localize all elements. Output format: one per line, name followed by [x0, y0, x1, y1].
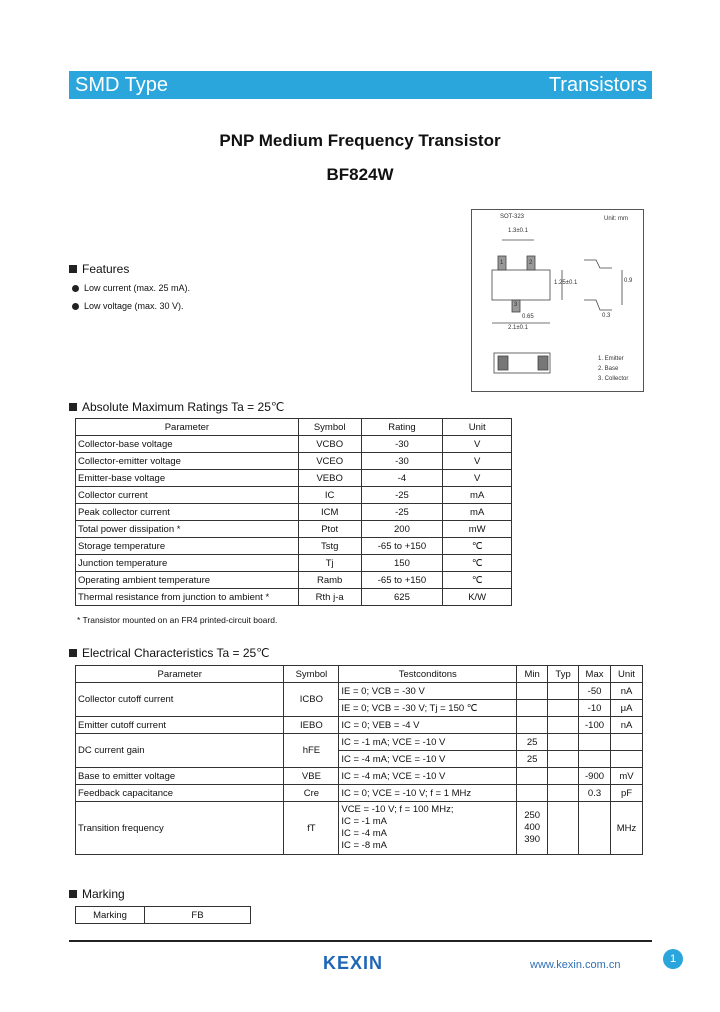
unit-cell: mA	[443, 504, 512, 521]
bullet-icon	[72, 285, 79, 292]
unit-cell: pF	[611, 785, 643, 802]
table-row	[76, 538, 512, 555]
package-outline-svg	[472, 210, 643, 391]
max-cell: -100	[579, 717, 611, 734]
min-cell	[517, 802, 548, 855]
abs-max-heading: Absolute Maximum Ratings Ta = 25℃	[69, 400, 284, 414]
package-unit: Unit: mm	[604, 216, 628, 222]
unit-cell: nA	[611, 717, 643, 734]
table-header-row	[76, 419, 512, 436]
header-type: Transistors	[548, 74, 647, 96]
table-row	[76, 487, 512, 504]
header-cell: Rating	[361, 419, 443, 436]
abs-max-body	[76, 436, 512, 606]
param-cell: Total power dissipation *	[76, 521, 299, 538]
table-row	[76, 555, 512, 572]
min-line: 390	[524, 834, 541, 845]
package-drawing	[471, 209, 644, 392]
features-heading: Features	[69, 262, 129, 276]
min-line: 400	[524, 822, 541, 833]
pin-number: 1	[500, 260, 504, 266]
rating-cell: -30	[361, 436, 443, 453]
header-banner	[69, 71, 652, 99]
kexin-logo: KEXIN	[323, 953, 384, 973]
typ-cell	[548, 700, 579, 717]
min-cell: 25	[517, 734, 548, 751]
condition-cell: IC = -4 mA; VCE = -10 V	[339, 751, 517, 768]
rating-cell: 625	[361, 589, 443, 606]
header-category: SMD Type	[75, 74, 168, 96]
min-cell	[517, 683, 548, 700]
param-cell: Transition frequency	[76, 802, 284, 855]
symbol-cell: fT	[284, 802, 339, 855]
dim-label: 1.3±0.1	[508, 228, 528, 234]
unit-cell: MHz	[611, 802, 643, 855]
param-cell: Collector cutoff current	[76, 683, 284, 717]
param-cell: Junction temperature	[76, 555, 299, 572]
bullet-icon	[72, 303, 79, 310]
min-cell	[517, 785, 548, 802]
square-bullet-icon	[69, 649, 77, 657]
table-row	[76, 802, 643, 855]
dim-label: 1.25±0.1	[554, 280, 578, 286]
symbol-cell: IEBO	[284, 717, 339, 734]
marking-value: FB	[145, 907, 251, 924]
unit-cell: ℃	[443, 538, 512, 555]
rating-cell: -65 to +150	[361, 538, 443, 555]
table-row	[76, 785, 643, 802]
param-cell: Collector current	[76, 487, 299, 504]
table-row	[76, 768, 643, 785]
rating-cell: 200	[361, 521, 443, 538]
footer-rule	[69, 940, 652, 942]
min-cell: 25	[517, 751, 548, 768]
param-cell: Thermal resistance from junction to ambient *	[76, 589, 299, 606]
symbol-cell: Cre	[284, 785, 339, 802]
table-row	[76, 734, 643, 751]
table-header-row	[76, 666, 643, 683]
footer-url[interactable]: www.kexin.com.cn	[530, 959, 621, 971]
condition-cell	[339, 802, 517, 855]
feature-item: Low voltage (max. 30 V).	[72, 301, 184, 311]
table-row	[76, 453, 512, 470]
dim-label: 0.65	[522, 314, 534, 320]
max-cell: -50	[579, 683, 611, 700]
symbol-cell: VEBO	[298, 470, 361, 487]
rating-cell: -65 to +150	[361, 572, 443, 589]
elec-heading: Electrical Characteristics Ta = 25℃	[69, 646, 270, 660]
typ-cell	[548, 751, 579, 768]
unit-cell: nA	[611, 683, 643, 700]
unit-cell: mA	[443, 487, 512, 504]
header-cell: Testconditons	[339, 666, 517, 683]
typ-cell	[548, 683, 579, 700]
unit-cell: V	[443, 453, 512, 470]
pin-legend: 2. Base	[598, 366, 619, 372]
dim-label: 2.1±0.1	[508, 325, 528, 331]
max-cell: -900	[579, 768, 611, 785]
table-row	[76, 572, 512, 589]
min-cell	[517, 717, 548, 734]
condition-cell: IC = 0; VCE = -10 V; f = 1 MHz	[339, 785, 517, 802]
symbol-cell: Tstg	[298, 538, 361, 555]
min-cell	[517, 768, 548, 785]
max-cell: -10	[579, 700, 611, 717]
table-row	[76, 504, 512, 521]
header-cell: Max	[579, 666, 611, 683]
symbol-cell: VBE	[284, 768, 339, 785]
typ-cell	[548, 768, 579, 785]
header-cell: Typ	[548, 666, 579, 683]
abs-max-table	[75, 418, 512, 606]
symbol-cell: hFE	[284, 734, 339, 768]
max-cell	[579, 802, 611, 855]
unit-cell: mW	[443, 521, 512, 538]
table-row	[76, 470, 512, 487]
pin-legend: 1. Emitter	[598, 356, 624, 362]
elec-body	[76, 683, 643, 855]
header-cell: Unit	[611, 666, 643, 683]
table-row	[76, 436, 512, 453]
rating-cell: -25	[361, 504, 443, 521]
param-cell: Collector-base voltage	[76, 436, 299, 453]
param-cell: Base to emitter voltage	[76, 768, 284, 785]
param-cell: Operating ambient temperature	[76, 572, 299, 589]
table-row	[76, 589, 512, 606]
unit-cell: μA	[611, 700, 643, 717]
package-name: SOT-323	[500, 214, 525, 220]
rating-cell: -25	[361, 487, 443, 504]
max-cell: 0.3	[579, 785, 611, 802]
condition-cell: IE = 0; VCB = -30 V; Tj = 150 ℃	[339, 700, 517, 717]
dim-label: 0.3	[602, 313, 611, 319]
condition-line: IC = -8 mA	[341, 840, 388, 851]
symbol-cell: VCBO	[298, 436, 361, 453]
marking-table	[75, 906, 251, 924]
unit-cell: V	[443, 436, 512, 453]
min-cell	[517, 700, 548, 717]
feature-item: Low current (max. 25 mA).	[72, 283, 190, 293]
rating-cell: 150	[361, 555, 443, 572]
unit-cell	[611, 751, 643, 768]
symbol-cell: Ptot	[298, 521, 361, 538]
pin-legend: 3. Collector	[598, 376, 629, 382]
param-cell: DC current gain	[76, 734, 284, 768]
param-cell: Collector-emitter voltage	[76, 453, 299, 470]
rating-cell: -4	[361, 470, 443, 487]
table-row	[76, 907, 251, 924]
rating-cell: -30	[361, 453, 443, 470]
condition-line: IC = -1 mA	[341, 816, 388, 827]
typ-cell	[548, 785, 579, 802]
condition-line: VCE = -10 V; f = 100 MHz;	[341, 804, 454, 815]
param-cell: Emitter cutoff current	[76, 717, 284, 734]
symbol-cell: ICBO	[284, 683, 339, 717]
dim-label: 0.9	[624, 278, 633, 284]
symbol-cell: Rth j-a	[298, 589, 361, 606]
unit-cell: mV	[611, 768, 643, 785]
pin-number: 2	[529, 260, 533, 266]
unit-cell	[611, 734, 643, 751]
typ-cell	[548, 802, 579, 855]
header-cell: Symbol	[284, 666, 339, 683]
unit-cell: ℃	[443, 555, 512, 572]
marking-heading: Marking	[69, 887, 125, 901]
square-bullet-icon	[69, 265, 77, 273]
part-number: BF824W	[326, 165, 394, 184]
page-number: 1	[663, 949, 683, 969]
unit-cell: K/W	[443, 589, 512, 606]
marking-label: Marking	[76, 907, 145, 924]
typ-cell	[548, 717, 579, 734]
symbol-cell: Tj	[298, 555, 361, 572]
min-line: 250	[524, 810, 541, 821]
condition-cell: IC = -1 mA; VCE = -10 V	[339, 734, 517, 751]
unit-cell: ℃	[443, 572, 512, 589]
condition-cell: IE = 0; VCB = -30 V	[339, 683, 517, 700]
elec-table	[75, 665, 643, 855]
symbol-cell: Ramb	[298, 572, 361, 589]
symbol-cell: VCEO	[298, 453, 361, 470]
symbol-cell: ICM	[298, 504, 361, 521]
condition-cell: IC = -4 mA; VCE = -10 V	[339, 768, 517, 785]
symbol-cell: IC	[298, 487, 361, 504]
table-row	[76, 717, 643, 734]
square-bullet-icon	[69, 403, 77, 411]
header-cell: Unit	[443, 419, 512, 436]
param-cell: Feedback capacitance	[76, 785, 284, 802]
param-cell: Emitter-base voltage	[76, 470, 299, 487]
header-cell: Parameter	[76, 666, 284, 683]
condition-line: IC = -4 mA	[341, 828, 388, 839]
pin-number: 3	[514, 302, 518, 308]
header-cell: Min	[517, 666, 548, 683]
unit-cell: V	[443, 470, 512, 487]
table-row	[76, 683, 643, 700]
doc-title: PNP Medium Frequency Transistor	[219, 131, 501, 150]
table-row	[76, 521, 512, 538]
typ-cell	[548, 734, 579, 751]
header-cell: Parameter	[76, 419, 299, 436]
square-bullet-icon	[69, 890, 77, 898]
max-cell	[579, 751, 611, 768]
param-cell: Peak collector current	[76, 504, 299, 521]
header-cell: Symbol	[298, 419, 361, 436]
abs-footnote: * Transistor mounted on an FR4 printed-circuit board.	[77, 615, 278, 625]
condition-cell: IC = 0; VEB = -4 V	[339, 717, 517, 734]
max-cell	[579, 734, 611, 751]
param-cell: Storage temperature	[76, 538, 299, 555]
